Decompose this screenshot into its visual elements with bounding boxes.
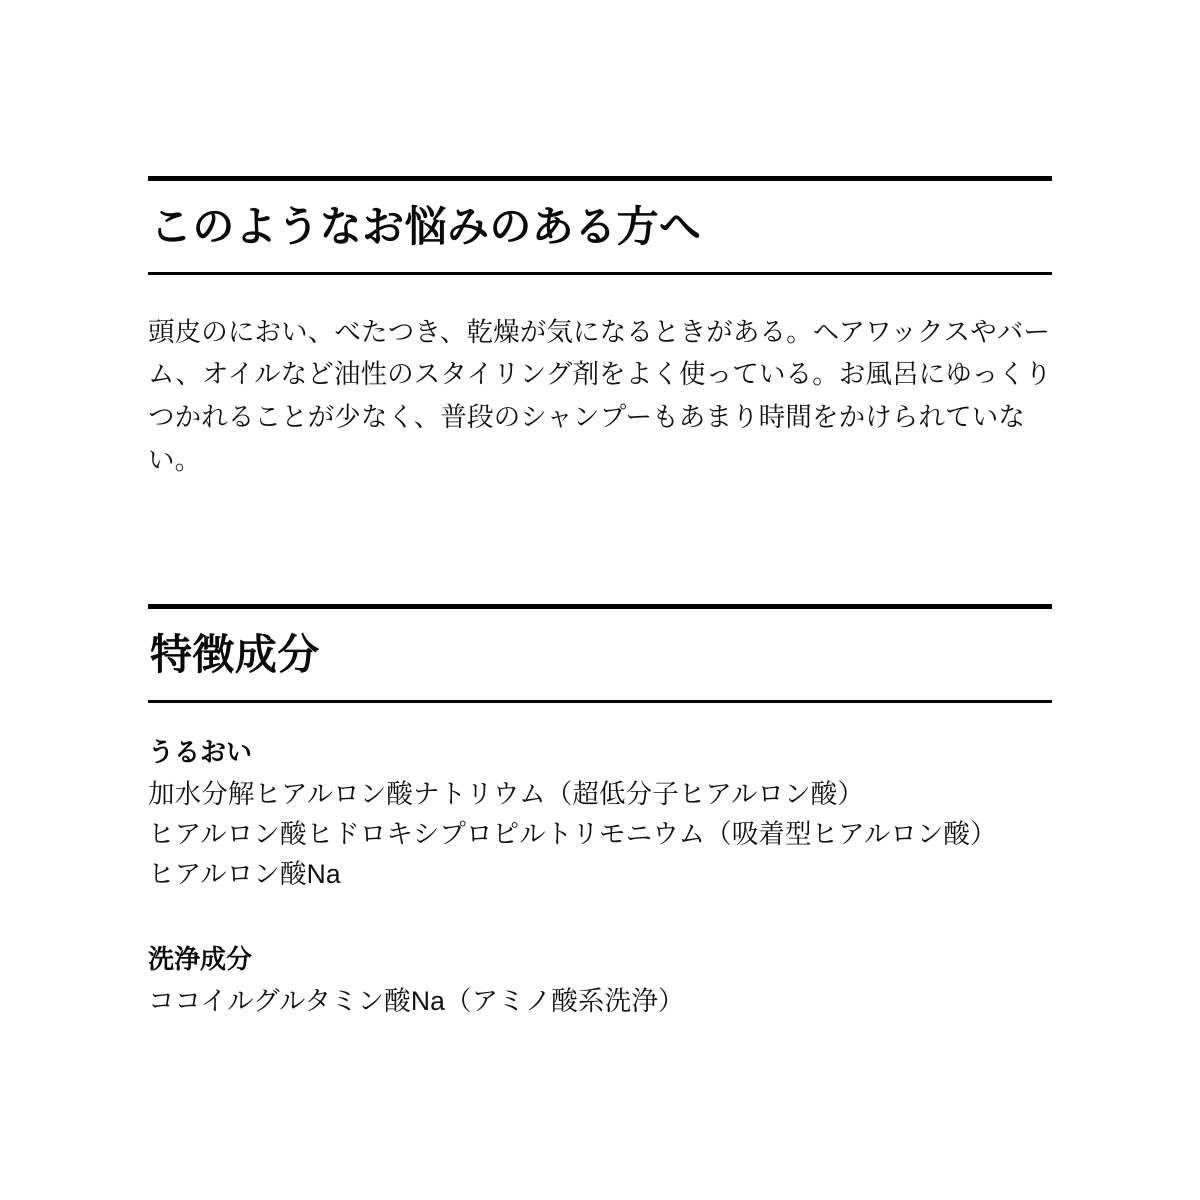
ingredient-list [148,703,1052,1022]
ingredient-line: ヒアルロン酸ヒドロキシプロピルトリモニウム（吸着型ヒアルロン酸） [148,818,997,849]
ingredient-group-title: うるおい [148,736,253,767]
section-ingredients [148,482,1052,1022]
ingredient-line: ココイルグルタミン酸Na（アミノ酸系洗浄） [148,986,685,1017]
ingredient-group-title: 洗浄成分 [148,944,253,975]
ingredient-group-moisture [148,733,1052,895]
section-concerns [148,0,1052,482]
ingredient-line: 加水分解ヒアルロン酸ナトリウム（超低分子ヒアルロン酸） [148,778,864,809]
section-title-ingredients: 特徴成分 [150,631,320,679]
ingredient-line: ヒアルロン酸Na [148,859,341,890]
ingredient-group-cleansing [148,940,1052,1021]
page-title: このようなお悩みのある方へ [150,203,702,250]
concerns-paragraph: 頭皮のにおい、べたつき、乾燥が気になるときがある。ヘアワックスやバーム、オイルなど油性のスタイリング剤をよく使っている。お風呂にゆっくりつかれることが少なく、普段のシャンプーもあまり時間をかけられていない。 [148,316,1052,476]
